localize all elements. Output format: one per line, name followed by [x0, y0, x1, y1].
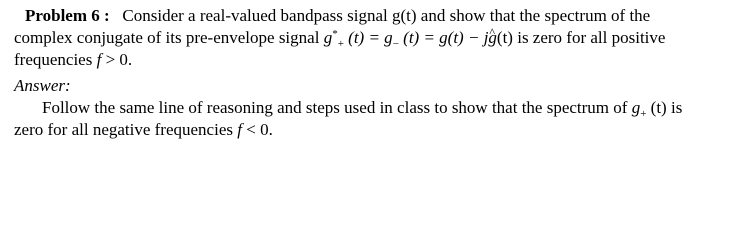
problem-heading: Problem 6 :	[25, 6, 110, 25]
math-minus-sub: −	[392, 38, 399, 50]
math-expression-2: (t) = g(t) − j	[403, 28, 489, 47]
math-expression-1: (t) = g	[348, 28, 393, 47]
math-conjugate-sup: *	[332, 28, 338, 40]
answer-text-1b: (t) is	[650, 98, 683, 117]
math-f-answer: f	[237, 120, 242, 139]
problem-text-3a: frequencies	[14, 50, 97, 69]
math-g-hat: ^ g	[488, 28, 497, 48]
answer-label: Answer:	[14, 76, 71, 95]
problem-statement-line-2	[14, 28, 665, 50]
answer-line-2	[14, 120, 273, 140]
problem-statement-line-3	[14, 50, 132, 70]
problem-text-3b: > 0.	[101, 50, 133, 69]
problem-text-1: Consider a real-valued bandpass signal g(t) and show that the spectrum of the	[122, 6, 651, 25]
problem-statement-line-1	[25, 6, 650, 26]
answer-text-2b: < 0.	[241, 120, 273, 139]
math-plus-sub: +	[337, 38, 344, 50]
math-plus-sub-answer: +	[640, 108, 647, 120]
math-f: f	[96, 50, 102, 69]
problem-text-2a: complex conjugate of its pre-envelope signal	[14, 28, 324, 47]
math-g: g	[323, 28, 333, 47]
answer-text-1a: Follow the same line of reasoning and steps used in class to show that the spectrum of	[42, 98, 632, 117]
math-g-answer: g	[631, 98, 641, 117]
answer-text-2a: zero for all negative frequencies	[14, 120, 238, 139]
answer-line-1	[42, 98, 682, 120]
problem-text-2d: (t) is zero for all positive	[496, 28, 666, 47]
